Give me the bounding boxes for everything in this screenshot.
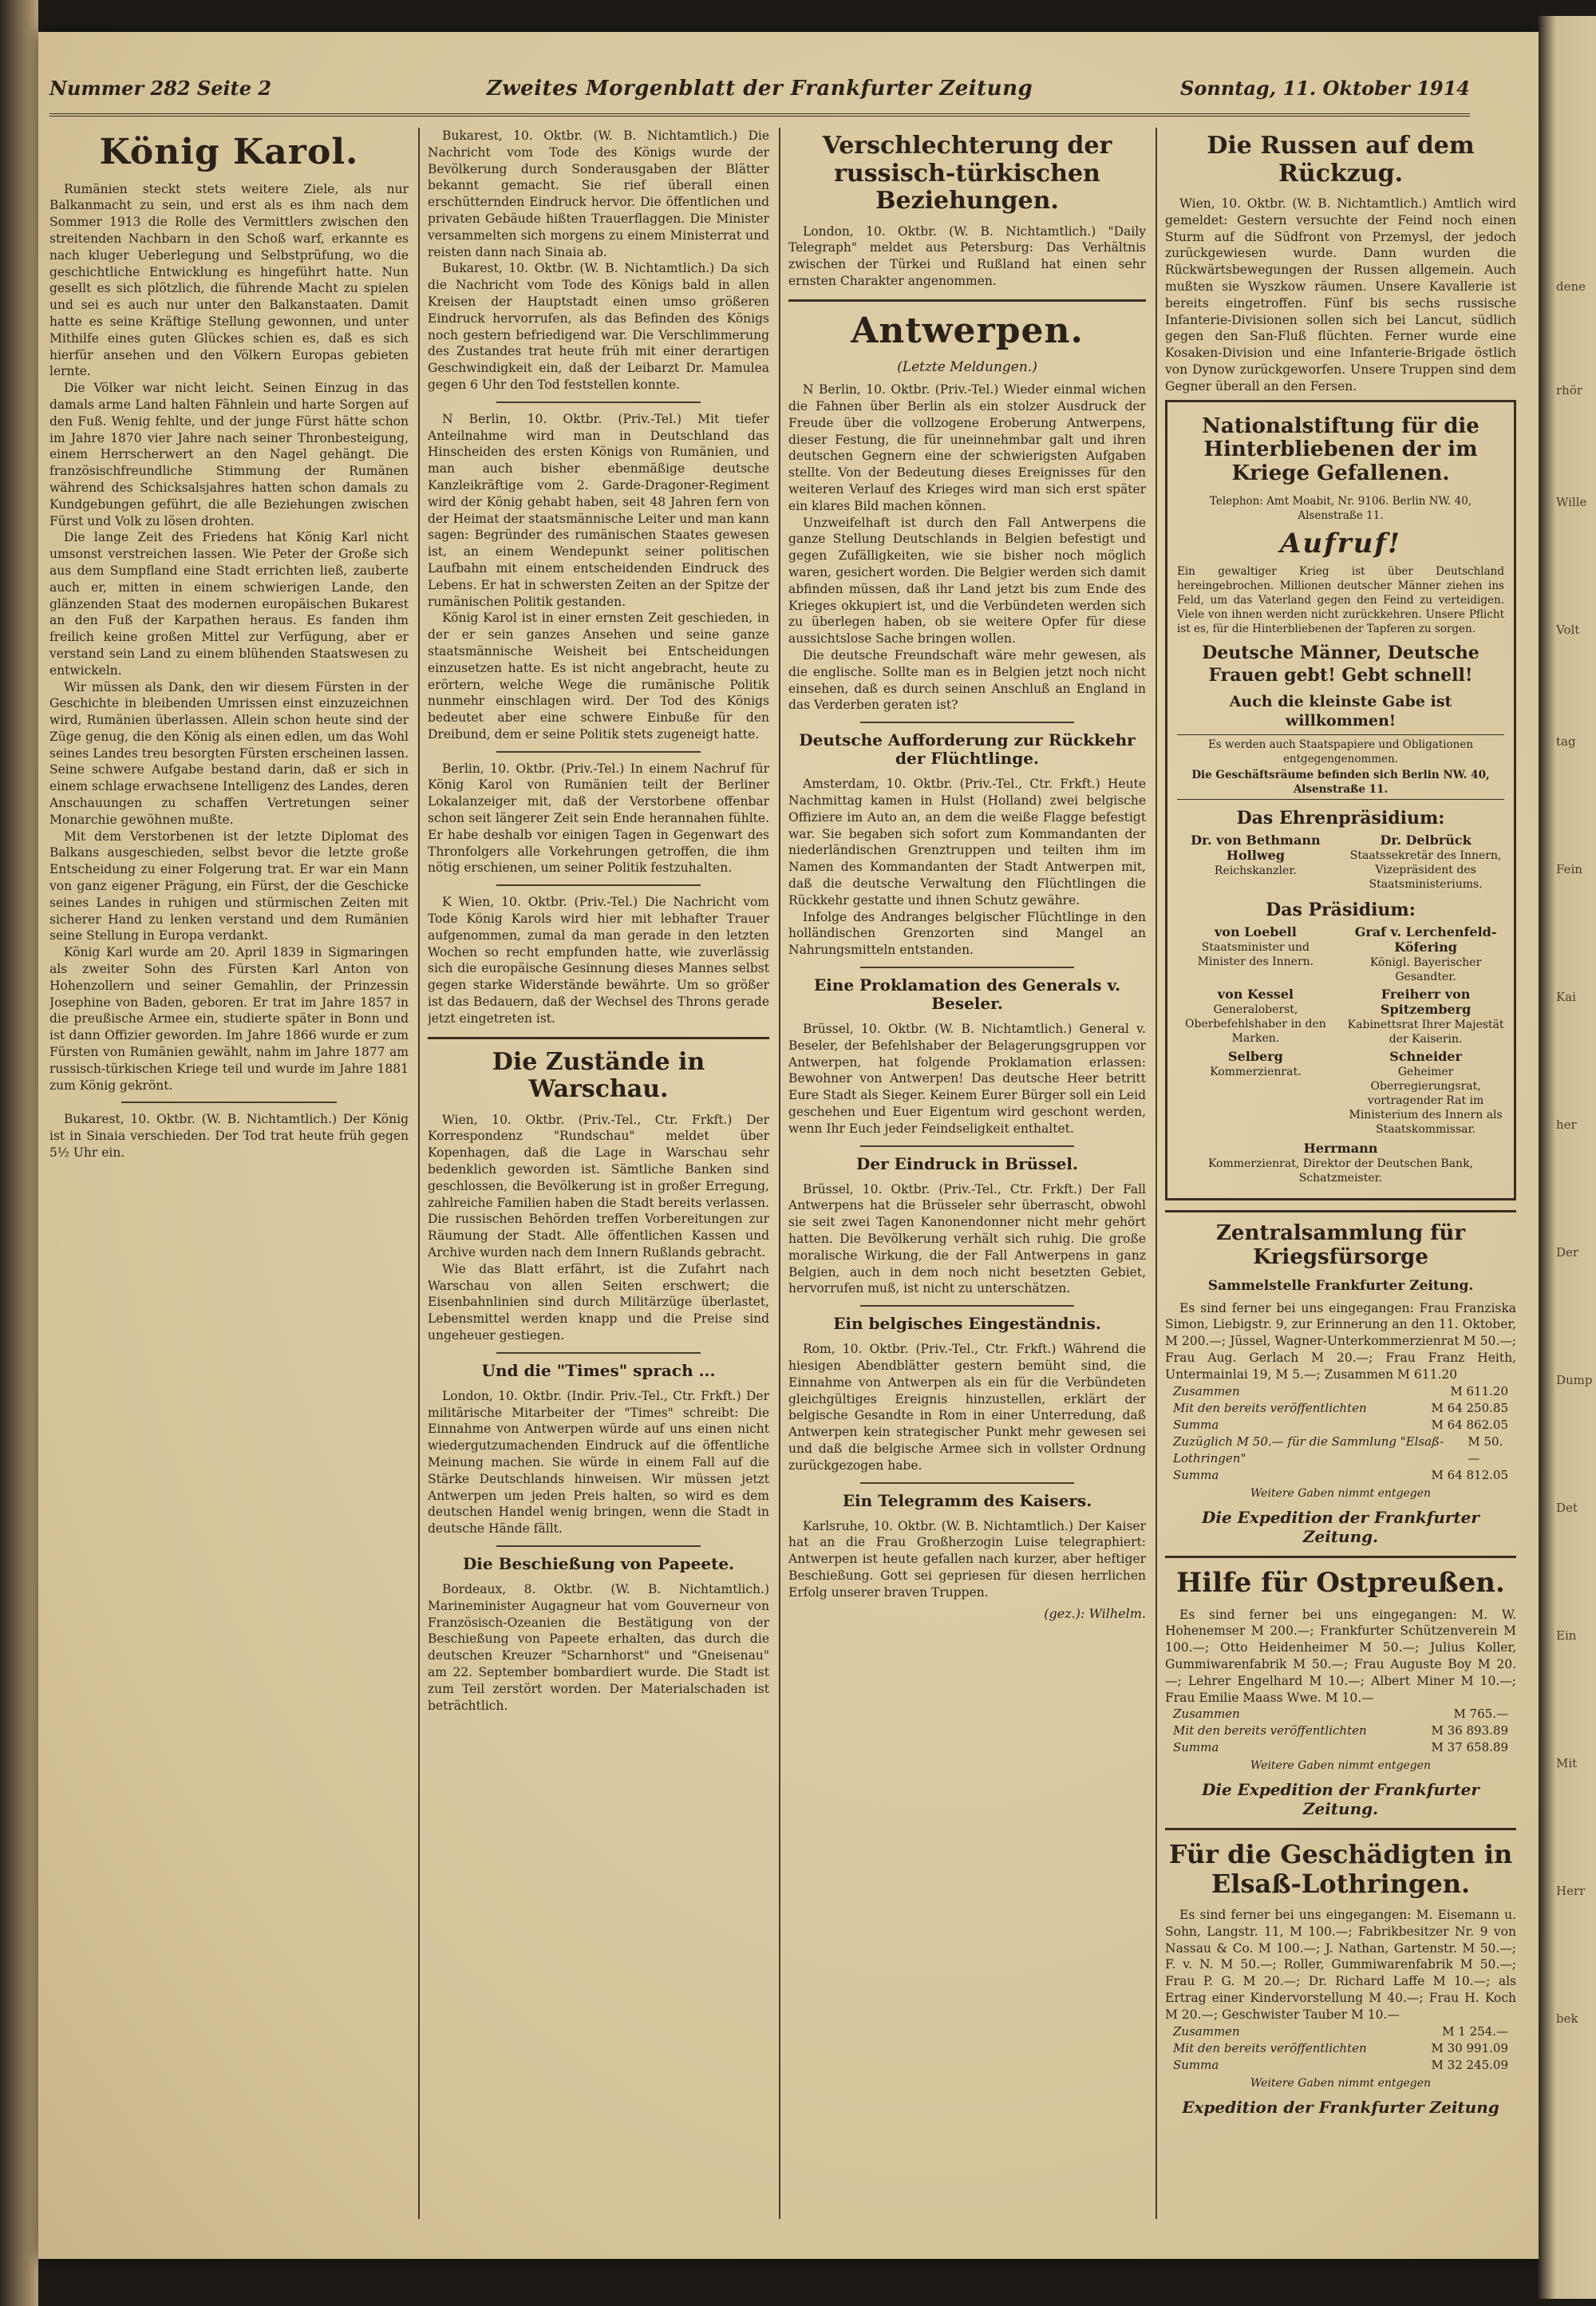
paragraph: Rumänien steckt stets weitere Ziele, als nur Balkanmacht zu sein, und erst als es ihm nach dem Sommer 1913 die Rolle des Vermittlers zwischen den streitenden Nachbarn in den Schoß warf, erkannte es nach kluger Ueberlegung und Selbstprüfung, wo die geschichtliche Entwicklung es hingeführt hatte. Nun gesellt es sich plötzlich, die führende Macht zu spielen und sei es auch nur unter den Balkanstaaten. Damit hatte es seine Kräftige Stellung gewonnen, und unter Mithilfe eines guten Glückes schien es, daß es sich hierfür ansehen und den Völkern Europas gebieten lernte. — [49, 181, 409, 379]
column-4 — [1165, 128, 1516, 2235]
person-name: Dr. von Bethmann Hollweg — [1191, 832, 1321, 863]
donation-list — [1165, 1300, 1516, 1383]
article-title: Eine Proklamation des Generals v. Beseler. — [813, 975, 1121, 1013]
paragraph: Wie das Blatt erfährt, ist die Zufahrt nach Warschau von allen Seiten erschwert; die Eisenbahnlinien sind durch Militärzüge überlastet, Lebensmittel werden knapp und die Preise sind ungeheuer gestiegen. — [428, 1261, 769, 1343]
paragraph: Brüssel, 10. Oktbr. (W. B. Nichtamtlich.) General v. Beseler, der Befehlshaber der Belagerungsgruppen vor Antwerpen, hat folgende Proklamation erlassen: Bewohner von Antwerpen! Das deutsche Heer betritt Eure Stadt als Sieger. Keinem Eurer Bürger soll ein Leid geschehen und Euer Eigentum wird geschont werden, wenn Ihr Euch jeder Feindseligkeit enthaltet. — [788, 1021, 1146, 1136]
edge-fragment: Mit — [1556, 1756, 1578, 1770]
donation-list — [1165, 1907, 1516, 2023]
paragraph: Wien, 10. Oktbr. (Priv.-Tel., Ctr. Frkft.) Der Korrespondenz "Rundschau" meldet über Kopenhagen, daß die Lage in Warschau sehr bedenklich geworden ist. Sämtliche Banken sind geschlossen, die Bevölkerung ist in großer Erregung, zahlreiche Familien haben die Stadt bereits verlassen. Die russischen Behörden treffen Vorbereitungen zur Räumung der Stadt. Alle öffentlichen Kassen und Archive wurden nach dem Innern Rußlands gebracht. — [428, 1112, 769, 1260]
names-row — [1177, 925, 1504, 984]
sum-row — [1165, 2023, 1516, 2040]
article-body — [788, 1181, 1146, 1298]
sum-label: Mit den bereits veröffentlichten — [1173, 1723, 1367, 1738]
column-2 — [428, 128, 769, 2235]
paragraph: Es sind ferner bei uns eingegangen: M. Eisemann u. Sohn, Langstr. 11, M 100.—; Fabrikbesitzer Nr. 9 von Nassau & Co. M 100.—; J. Nathan, Gartenstr. M 50.—; F. v. N. M 50.—; Roller, Gummiwarenfabrik M 50.—; Frau P. G. M 20.—; Dr. Richard Laffe M 10.—; als Ertrag einer Kindervorstellung M 40.—; Frau H. Koch M 20.—; Geschwister Tauber M 10.— — [1165, 1907, 1516, 2022]
edge-fragment: Kai — [1556, 990, 1576, 1004]
divider — [860, 967, 1075, 968]
person-name: von Kessel — [1217, 986, 1294, 1002]
article-body — [1165, 196, 1516, 395]
sum-value: M 50.— — [1468, 1434, 1503, 1465]
edge-fragment: rhör — [1556, 383, 1583, 398]
credit-line: Weitere Gaben nimmt entgegen — [1250, 2076, 1432, 2090]
paragraph: N Berlin, 10. Oktbr. (Priv.-Tel.) Wieder einmal wichen die Fahnen über Berlin als ein stolzer Ausdruck der Freude über die vollzogene Eroberung Antwerpens, dieser Festung, die für uneinnehmbar galt und ihren deutschen Gegnern eine der schwierigsten Aufgaben stellte. Von der Bedeutung dieses Ereignisses für den weiteren Verlauf des Krieges wird man sich erst später ein klares Bild machen können. — [788, 382, 1146, 513]
divider — [496, 1545, 701, 1547]
person-role: Staatssekretär des Innern, Vizepräsident des Staatsministeriums. — [1349, 848, 1502, 891]
paragraph: Berlin, 10. Oktbr. (Priv.-Tel.) In einem Nachruf für König Karol von Rumänien teilt der Berliner Lokalanzeiger mit, daß der Verstorbene offenbar schon seit längerer Zeit sein Ende herannahen fühlte. Er habe deshalb vor einigen Tagen in Gegenwart des Thronfolgers alle Vorkehrungen getroffen, die ihm nötig erschienen, um seiner Politik festzuhalten. — [428, 761, 769, 876]
sum-row — [1165, 1400, 1516, 1417]
sum-row — [1165, 1434, 1516, 1467]
paragraph: Bukarest, 10. Oktbr. (W. B. Nichtamtlich.) Der König ist in Sinaia verschieden. Der Tod trat heute früh gegen 5½ Uhr ein. — [49, 1112, 409, 1161]
ad-note: Die Geschäftsräume befinden sich Berlin NW. 40, Alsenstraße 11. — [1177, 768, 1504, 800]
column-1 — [49, 128, 409, 2235]
paragraph: Karlsruhe, 10. Oktbr. (W. B. Nichtamtlich.) Der Kaiser hat an die Frau Großherzogin Luise telegraphiert: Antwerpen ist heute gefallen nach kurzer, aber heftiger Beschießung. Gott sei gepriesen für diesen herrlichen Erfolg unserer braven Truppen. — [788, 1518, 1146, 1600]
names-row — [1177, 1050, 1504, 1137]
article-body — [428, 1388, 769, 1537]
ad-section: Das Ehrenpräsidium: — [1236, 807, 1445, 829]
person-name: Dr. Delbrück — [1380, 832, 1472, 848]
ad-call: Deutsche Männer, Deutsche Frauen gebt! Gebt schnell! — [1202, 643, 1479, 686]
article-title: Antwerpen. — [851, 310, 1084, 351]
sum-value: M 32 245.09 — [1431, 2057, 1508, 2072]
sum-label: Mit den bereits veröffentlichten — [1173, 2040, 1367, 2055]
donation-list — [1165, 1607, 1516, 1707]
sum-value: M 64 812.05 — [1431, 1467, 1508, 1482]
paragraph: Infolge des Andranges belgischer Flüchtlinge in den holländischen Grenzorten sind Mangel an Nahrungsmitteln entstanden. — [788, 909, 1146, 958]
ad-heading: Aufruf! — [1280, 528, 1401, 560]
ad-section: Das Präsidium: — [1266, 899, 1416, 920]
ad-title: Nationalstiftung für die Hinterbliebenen der im Kriege Gefallenen. — [1202, 413, 1479, 486]
article-body — [788, 1518, 1146, 1601]
next-page-edge — [1539, 16, 1596, 2299]
sum-row — [1165, 2057, 1516, 2074]
ad-call-2: Auch die kleinste Gabe ist willkommen! — [1229, 693, 1452, 730]
sum-row — [1165, 1723, 1516, 1739]
divider — [496, 401, 701, 403]
column-rule — [779, 128, 780, 2219]
divider — [1165, 1556, 1516, 1558]
edge-fragment: Herr — [1556, 1884, 1586, 1898]
ad-note: Es werden auch Staatspapiere und Obligationen entgegengenommen. — [1177, 734, 1504, 766]
person-name: von Loebell — [1215, 924, 1297, 939]
article-title: Und die "Times" sprach ... — [481, 1360, 716, 1380]
person-name: Graf v. Lerchenfeld-Köfering — [1354, 924, 1497, 955]
ad-intro: Ein gewaltiger Krieg ist über Deutschland hereingebrochen. Millionen deutscher Männer ziehen ins Feld, um das Vaterland gegen den Feind zu verteidigen. Viele von ihnen werden nicht zurückkehren. Unsere Pflicht ist es, für die Hinterbliebenen der Tapferen zu sorgen. — [1177, 565, 1504, 636]
signature: (gez.): Wilhelm. — [1044, 1605, 1146, 1621]
page-header — [49, 69, 1470, 117]
expedition-line: Die Expedition der Frankfurter Zeitung. — [1202, 1780, 1479, 1819]
edge-fragment: Ein — [1556, 1628, 1577, 1643]
divider — [788, 299, 1146, 302]
divider — [496, 751, 701, 753]
edge-fragment: Volt — [1556, 623, 1580, 637]
paragraph: London, 10. Oktbr. (W. B. Nichtamtlich.) "Daily Telegraph" meldet aus Petersburg: Das Verhältnis zwischen der Türkei und Rußland hat einen sehr ernsten Charakter angenommen. — [788, 223, 1146, 288]
sum-label: Summa — [1173, 1417, 1219, 1432]
issue-date: Sonntag, 11. Oktober 1914 — [1180, 77, 1470, 100]
edge-fragment: Der — [1556, 1245, 1579, 1260]
paragraph: Bukarest, 10. Oktbr. (W. B. Nichtamtlich.) Die Nachricht vom Tode des Königs wurde der Bevölkerung durch Sonderausgaben der Blätter bekannt gemacht. Sie rief überall einen erschütternden Eindruck hervor. Die öffentlichen und privaten Gebäude hißten Trauerflaggen. Die Minister versammelten sich morgens zu einem Ministerrat und reisten dann nach Sinaia ab. — [428, 129, 769, 259]
credit-line: Weitere Gaben nimmt entgegen — [1250, 1759, 1432, 1773]
article-title: Die Beschießung von Papeete. — [462, 1553, 735, 1573]
paragraph: König Karol ist in einer ernsten Zeit geschieden, in der er sein ganzes Ansehen und seine ganze staatsmännische Weisheit bei Entscheidungen einzusetzen hatte. Es ist nicht angebracht, heute zu erörtern, welche Wege die rumänische Politik nunmehr einschlagen wird. Der Tod des Königs bedeutet aber eine schwere Einbuße für den Dreibund, dem er seine Politik stets zugeneigt hatte. — [428, 611, 769, 742]
article-title: König Karol. — [99, 132, 359, 172]
sum-row — [1165, 2040, 1516, 2057]
divider — [860, 1145, 1075, 1147]
divider — [1165, 1210, 1516, 1212]
sum-label: Zuzüglich M 50.— für die Sammlung "Elsaß-Lothringen" — [1173, 1434, 1444, 1465]
names-row — [1177, 987, 1504, 1046]
article-title: Zentralsammlung für Kriegsfürsorge — [1215, 1220, 1466, 1269]
names-row — [1177, 1141, 1504, 1185]
edge-fragment: Dump — [1556, 1373, 1593, 1387]
sum-value: M 36 893.89 — [1431, 1723, 1508, 1738]
article-title: Hilfe für Ostpreußen. — [1176, 1566, 1505, 1599]
person-role: Reichskanzler. — [1214, 864, 1297, 877]
article-body — [49, 181, 409, 1161]
paragraph: Bukarest, 10. Oktbr. (W. B. Nichtamtlich.) Da sich die Nachricht vom Tode des Königs bald in allen Kreisen der Hauptstadt einen umso größeren Eindruck hervorrufen, als das Befinden des Königs noch gestern befriedigend war. Die Verschlimmerung des Zustandes trat heute früh mit einer derartigen Geschwindigkeit ein, daß der Leibarzt Dr. Mamulea gegen 6 Uhr den Tod feststellen konnte. — [428, 261, 769, 392]
sum-label: Summa — [1173, 2057, 1219, 2072]
paragraph: London, 10. Oktbr. (Indir. Priv.-Tel., Ctr. Frkft.) Der militärische Mitarbeiter der "Times" schreibt: Die Einnahme von Antwerpen würde auf uns einen nicht wiedergutzumachenden Eindruck auf die öffentliche Meinung machen. Sie würde in einem Fall auf die Stärke Deutschlands hinweisen. Wir müssen jetzt Antwerpen um jeden Preis halten, so wird es dem deutschen Handel wenig bringen, wenn die Stadt in deutsche Hände fällt. — [428, 1388, 769, 1537]
expedition-line: Die Expedition der Frankfurter Zeitung. — [1202, 1507, 1479, 1546]
sum-row — [1165, 1467, 1516, 1484]
article-body — [788, 382, 1146, 714]
column-rule — [1156, 128, 1157, 2219]
paragraph: K Wien, 10. Oktbr. (Priv.-Tel.) Die Nachricht vom Tode König Karols wird hier mit lebhafter Trauer aufgenommen, zumal da man gerade in den letzten Wochen so recht empfunden hatte, wie zuverlässig sich die europäische Gesinnung dieses Mannes selbst gegen starke Widerstände bewährte. Um so größer ist das Bedauern, daß der Wechsel des Throns gerade jetzt eingetreten ist. — [428, 895, 769, 1026]
paragraph: Rom, 10. Oktbr. (Priv.-Tel., Ctr. Frkft.) Während die hiesigen Abendblätter gestern bemüht sind, die Einnahme von Antwerpen als ein für die Verbündeten gleichgültiges Ereignis hinzustellen, erklärt der belgische Gesandte in Rom in einer Unterredung, daß Antwerpen kein strategischer Punkt mehr gewesen sei und daß die belgische Armee sich in vollster Ordnung zurückgezogen habe. — [788, 1342, 1146, 1473]
sum-label: Summa — [1173, 1740, 1219, 1755]
person-name: Freiherr von Spitzemberg — [1380, 986, 1472, 1017]
article-title: Die Zustände in Warschau. — [492, 1047, 705, 1104]
column-rule — [418, 128, 420, 2219]
divider — [860, 1482, 1075, 1484]
paragraph: Die Völker war nicht leicht. Seinen Einzug in das damals arme Land halten Fähnlein und harte Sorgen auf den Fuß. Wenig fehlte, und der junge Fürst hätte schon im Jahre 1870 vier Jahre nach seiner Thronbesteigung, einem Herrscherwert an den Nagel gehängt. Die französischfreundliche Stimmung der Rumänen während des Schicksalsjahres hatten schon damals zu Kundgebungen geführt, die alle Beziehungen zwischen Fürst und Volk zu lösen drohten. — [49, 381, 409, 528]
divider — [860, 722, 1075, 723]
sum-row — [1165, 1739, 1516, 1756]
column-3 — [788, 128, 1146, 2235]
person-name: Herrmann — [1303, 1140, 1378, 1156]
sum-value: M 64 250.85 — [1431, 1400, 1508, 1415]
ad-contact: Telephon: Amt Moabit, Nr. 9106. Berlin NW. 40, Alsenstraße 11. — [1209, 495, 1472, 523]
article-body — [788, 223, 1146, 290]
article-title: Ein Telegramm des Kaisers. — [842, 1490, 1092, 1510]
article-body — [788, 776, 1146, 959]
sum-label: Zusammen — [1173, 1383, 1240, 1398]
paragraph: Mit dem Verstorbenen ist der letzte Diplomat des Balkans ausgeschieden, selbst bevor die letzte große Entscheidung zu einer Folgerung trat. Er war ein Mann von ganz eigener Prägung, ein Fürst, der die Geschicke seines Landes in ruhigen und stürmischen Zeiten mit sicherer Hand zu lenken verstand und dem Rumänien seine Stellung in Europa verdankt. — [49, 829, 409, 943]
paragraph: Wien, 10. Oktbr. (W. B. Nichtamtlich.) Amtlich wird gemeldet: Gestern versuchte der Feind noch einen Sturm auf die Südfront von Przemysl, der jedoch zurückgewiesen wurde. Dann wurden die Rückwärtsbewegungen der Russen allgemein. Auch mußten sie Wyszkow räumen. Unsere Kavallerie ist bereits eingetroffen. Fünf bis sechs russische Infanterie-Divisionen sollen sich bei Lancut, südlich gegen den San-Fluß flüchten. Ferner wurde eine Kosaken-Division und eine Infanterie-Brigade östlich von Dynow zurückgeworfen. Unsere Truppen sind dem Gegner überall an den Fersen. — [1165, 196, 1516, 394]
person-role: Staatsminister und Minister des Innern. — [1197, 940, 1314, 968]
sum-value: M 611.20 — [1450, 1383, 1508, 1398]
edge-fragment: her — [1556, 1117, 1577, 1132]
credit-line: Weitere Gaben nimmt entgegen — [1250, 1486, 1432, 1500]
book-gutter — [0, 0, 38, 2306]
article-title: Für die Geschädigten in Elsaß-Lothringen. — [1168, 1839, 1513, 1900]
sum-label: Zusammen — [1173, 2023, 1240, 2039]
edge-fragment: tag — [1556, 734, 1576, 749]
article-title: Verschlechterung der russisch-türkischen Beziehungen. — [822, 132, 1112, 215]
issue-number: Nummer 282 Seite 2 — [49, 77, 272, 100]
names-row — [1177, 833, 1504, 892]
sum-row — [1165, 1706, 1516, 1723]
newspaper-page — [38, 32, 1539, 2259]
person-name: Selberg — [1228, 1048, 1283, 1064]
article-title: Der Eindruck in Brüssel. — [856, 1153, 1078, 1173]
paragraph: König Karl wurde am 20. April 1839 in Sigmaringen als zweiter Sohn des Fürsten Karl Anton von Hohenzollern und seiner Gemahlin, der Prinzessin Josephine von Baden, geboren. Er trat im Jahre 1857 in die preußische Armee ein, studierte später in Bonn und ist dann Offizier geworden. Im Jahre 1866 wurde er zum Fürsten von Rumänien gewählt, nahm im Jahre 1877 am russisch-türkischen Kriege teil und wurde im Jahre 1881 zum König gekrönt. — [49, 945, 409, 1093]
sum-value: M 37 658.89 — [1431, 1740, 1508, 1755]
article-title: Deutsche Aufforderung zur Rückkehr der Flüchtlinge. — [799, 730, 1136, 769]
divider — [496, 1352, 701, 1354]
paragraph: Bordeaux, 8. Oktbr. (W. B. Nichtamtlich.) Marineminister Augagneur hat vom Gouverneur von Französisch-Ozeanien die Bestätigung von der Beschießung von Papeete erhalten, das durch die deutschen Kreuzer "Scharnhorst" und "Gneisenau" am 22. September bombardiert wurde. Die Stadt ist zum Teil zerstört worden. Der Materialschaden ist beträchtlich. — [428, 1581, 769, 1713]
divider — [496, 884, 701, 886]
article-body — [788, 1341, 1146, 1473]
person-role: Königl. Bayerischer Gesandter. — [1369, 955, 1482, 983]
sum-label: Mit den bereits veröffentlichten — [1173, 1400, 1367, 1415]
divider — [428, 1037, 769, 1039]
article-title: Die Russen auf dem Rückzug. — [1207, 132, 1475, 188]
paragraph: Wir müssen als Dank, den wir diesem Fürsten in der Geschichte in bleibenden Umrissen einst einzuzeichnen wird, Rumänien überlassen. Allein schon heute sind der Züge genug, die den König als einen edlen, um das Wohl seines Landes treu besorgten Fürsten erscheinen lassen. Seine schwere Aufgabe bestand darin, daß er sich in einem schlage erwachsene Intelligenz des Landes, deren Anschauungen zu schaffen Vertretungen seiner Monarchie gewöhnen mußte. — [49, 679, 409, 827]
sum-label: Zusammen — [1173, 1707, 1240, 1722]
edge-fragment: bek — [1556, 2011, 1578, 2026]
paragraph: Die lange Zeit des Friedens hat König Karl nicht umsonst verstreichen lassen. Wie Peter der Große sich aus dem Sumpfland eine Stadt errichten ließ, zauberte auch er, mitten in einem schwierigen Lande, den glänzenden Staat des modernen europäischen Bukarest an den Fuß der Karpathen heraus. Es fanden ihm freilich keine großen Mittel zur Verfügung, aber er verstand sein Land zu einem blühenden Staatswesen zu entwickeln. — [49, 530, 409, 678]
masthead: Zweites Morgenblatt der Frankfurter Zeitung — [486, 77, 1033, 101]
edge-fragment: Wille — [1556, 495, 1587, 509]
article-body — [428, 128, 769, 1027]
edge-fragment: dene — [1556, 279, 1586, 294]
divider — [860, 1305, 1075, 1307]
article-subtitle: Sammelstelle Frankfurter Zeitung. — [1207, 1277, 1474, 1294]
person-role: Kommerzienrat, Direktor der Deutschen Bank, Schatzmeister. — [1207, 1157, 1474, 1185]
person-role: Kabinettsrat Ihrer Majestät der Kaiserin. — [1347, 1018, 1504, 1046]
sum-label: Summa — [1173, 1467, 1219, 1482]
edge-fragment: Det — [1556, 1501, 1578, 1515]
divider — [121, 1102, 337, 1103]
person-role: Geheimer Oberregierungsrat, vortragender Rat im Ministerium des Innern als Staatskommissar. — [1349, 1065, 1503, 1136]
sum-value: M 765.— — [1453, 1707, 1508, 1722]
sum-row — [1165, 1383, 1516, 1400]
paragraph: Es sind ferner bei uns eingegangen: Frau Franziska Simon, Liebigstr. 9, zur Erinnerung an den 11. Oktober, M 200.—; Jüssel, Wagner-Unterkommerzienrat M 50.—; Frau Aug. Gerlach M 20.—; Frau Franz Heith, Untermainlai 19, M 5.—; Zusammen M 611.20 — [1165, 1300, 1516, 1382]
paragraph: Brüssel, 10. Oktbr. (Priv.-Tel., Ctr. Frkft.) Der Fall Antwerpens hat die Brüsseler sehr überrascht, obwohl sie seit zwei Tagen Kanonendonner nicht mehr gehört hatten. Die Bevölkerung verhält sich ruhig. Die große moralische Wirkung, die der Fall Antwerpens in ganz Belgien, auch in dem noch nicht besetzten Gebiet, hervorrufen muß, ist nicht zu unterschätzen. — [788, 1181, 1146, 1296]
edge-fragment: Fein — [1556, 862, 1582, 876]
nationalstiftung-ad — [1165, 400, 1516, 1200]
article-subtitle: (Letzte Meldungen.) — [897, 359, 1037, 376]
paragraph: N Berlin, 10. Oktbr. (Priv.-Tel.) Mit tiefer Anteilnahme wird man in Deutschland das Hinscheiden des ersten Königs von Rumänien, und man auch bisher ebenmäßige deutsche Kanzleikräftige vom 2. Garde-Dragoner-Regiment wird der König gehabt haben, seit 48 Jahren fern von der Heimat der staatsmännische Leiter und man kann sagen: Begründer des rumänischen Staates gewesen ist, an einem Wendepunkt seiner politischen Laufbahn mit einem entscheidenden Eindruck des Lebens. Er hat in schwersten Zeiten an der Spitze der rumänischen Politik gestanden. — [428, 411, 769, 609]
expedition-line: Expedition der Frankfurter Zeitung — [1182, 2097, 1499, 2117]
article-body — [428, 1581, 769, 1714]
sum-value: M 30 991.09 — [1431, 2040, 1508, 2055]
article-title: Ein belgisches Eingeständnis. — [833, 1314, 1101, 1334]
person-role: Generaloberst, Oberbefehlshaber in den Marken. — [1185, 1003, 1326, 1045]
article-body — [788, 1021, 1146, 1137]
sum-row — [1165, 1417, 1516, 1434]
paragraph: Unzweifelhaft ist durch den Fall Antwerpens die ganze Stellung Deutschlands in Belgien befestigt und gegen Zufälligkeiten, wie sie bisher noch möglich waren, gesichert worden. Die Belgier werden sich damit abfinden müssen, daß ihr Land jetzt bis zum Ende des Krieges okkupiert ist, und die Verbündeten werden sich zu überlegen haben, ob sie weitere Opfer für diese aussichtslose Sache bringen wollen. — [788, 515, 1146, 647]
person-name: Schneider — [1389, 1048, 1462, 1064]
paragraph: Amsterdam, 10. Oktbr. (Priv.-Tel., Ctr. Frkft.) Heute Nachmittag kamen in Hulst (Holland) zwei belgische Offiziere im Auto an, an dem die weiße Flagge befestigt war. Sie begaben sich sofort zum Kommandanten der niederländischen Grenztruppen und teilten ihm im Namen des Kommandanten der Stadt Antwerpen mit, daß die deutsche Verwaltung den Flüchtlingen die Rückkehr gestatte und ihnen Schutz gewähre. — [788, 777, 1146, 908]
paragraph: Die deutsche Freundschaft wäre mehr gewesen, als die englische. Sollte man es in Belgien jetzt noch nicht einsehen, daß es durch seinen Anschluß an England in das Verderben geraten ist? — [788, 648, 1146, 713]
article-body — [428, 1112, 769, 1344]
paragraph: Es sind ferner bei uns eingegangen: M. W. Hohenemser M 200.—; Frankfurter Schützenverein M 100.—; Otto Heidenheimer M 50.—; Julius Koller, Gummiwarenfabrik M 50.—; Frau Auguste Boy M 20.—; Lehrer Engelhard M 10.—; Albert Miner M 10.—; Frau Emilie Maass Wwe. M 10.— — [1165, 1607, 1516, 1705]
divider — [1165, 1828, 1516, 1830]
person-role: Kommerzienrat. — [1210, 1065, 1302, 1078]
sum-value: M 1 254.— — [1442, 2023, 1508, 2039]
sum-value: M 64 862.05 — [1431, 1417, 1508, 1432]
